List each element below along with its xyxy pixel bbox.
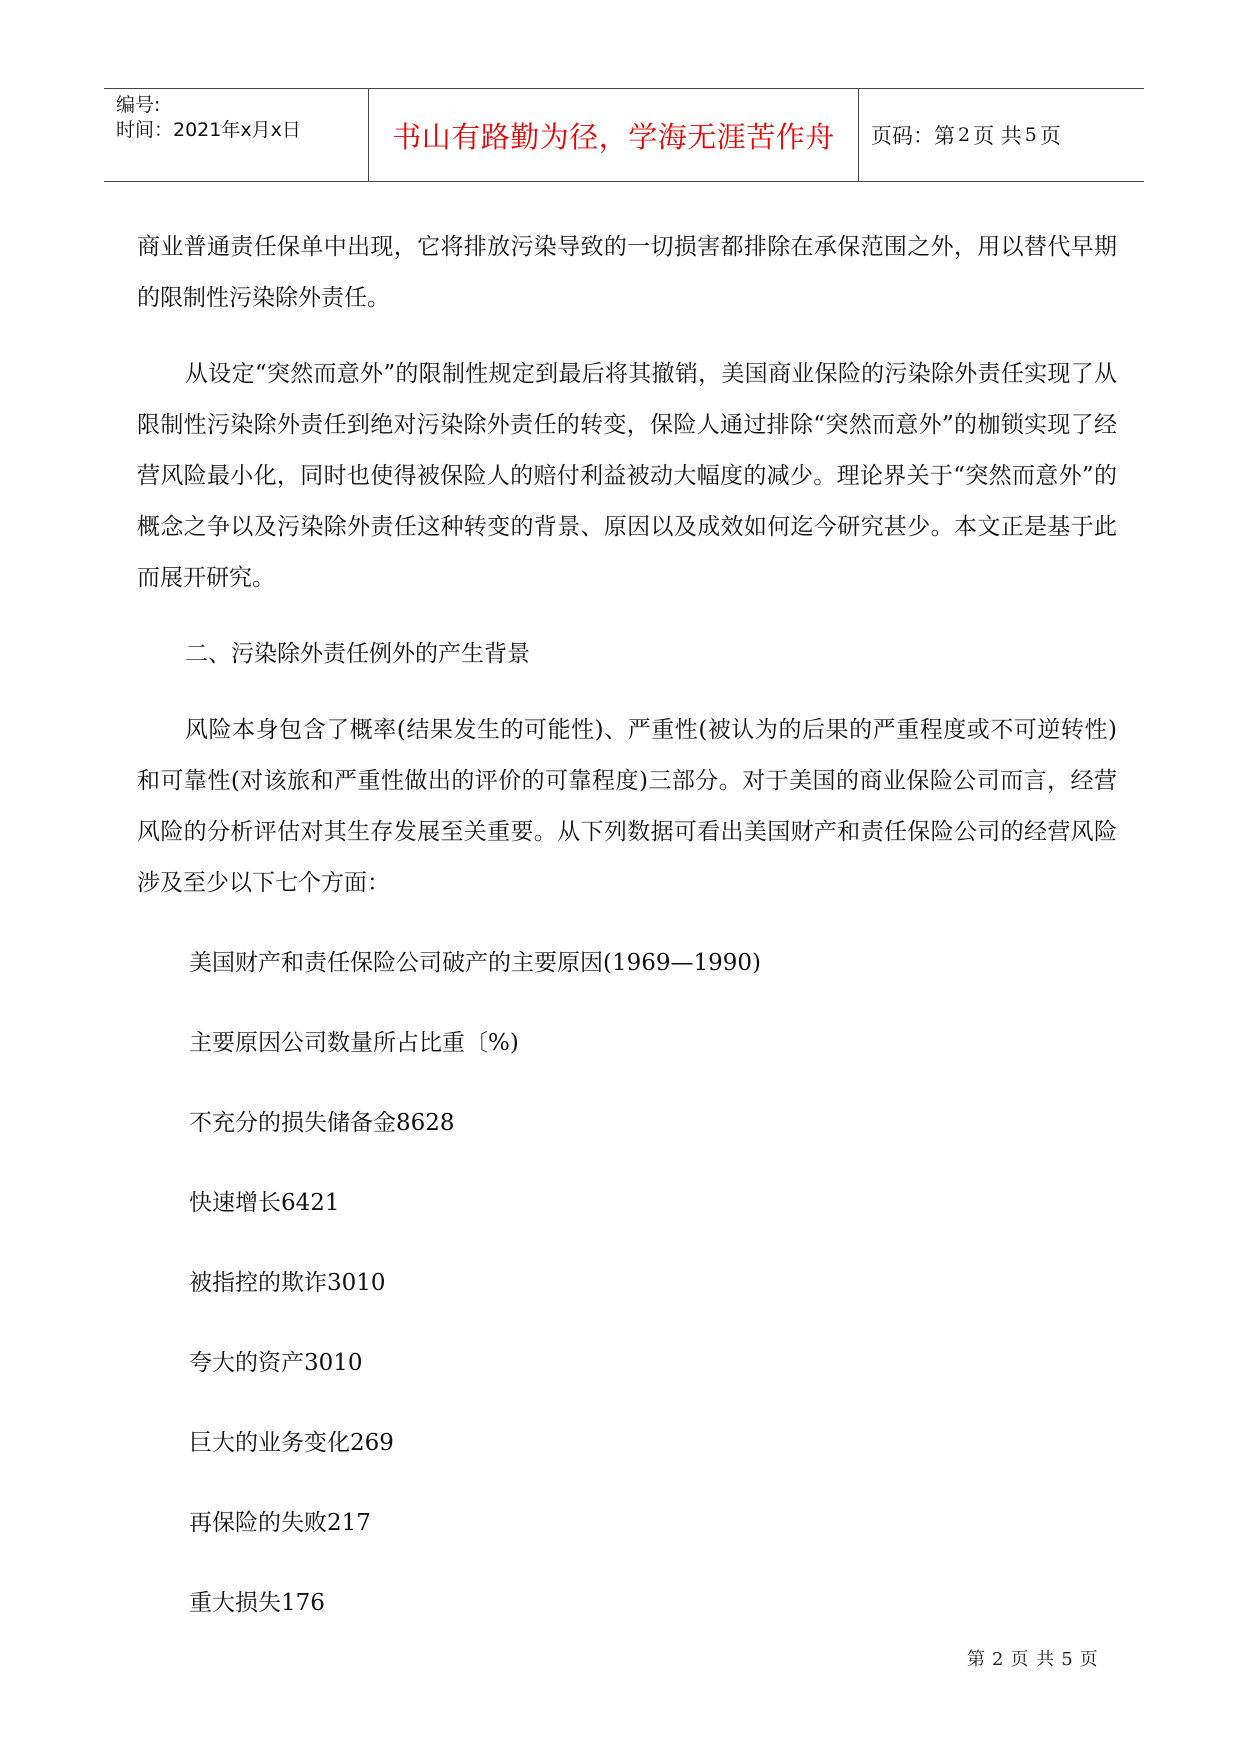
list-item: 快速增长6421 — [189, 1190, 340, 1216]
list-item: 不充分的损失储备金8628 — [189, 1110, 455, 1136]
footer-mid: 页 共 — [1010, 1649, 1056, 1670]
body-paragraph: 商业普通责任保单中出现，它将排放污染导致的一切损害都排除在承保范围之外，用以替代早期的限制性污染除外责任。 — [137, 234, 1117, 311]
body-paragraph: 风险本身包含了概率(结果发生的可能性)、严重性(被认为的后果的严重程度或不可逆转性)和可靠性(对该旅和严重性做出的评价的可靠程度)三部分。对于美国的商业保险公司而言，经营风险的分析评估对其生存发展至关重要。从下列数据可看出美国财产和责任保险公司的经营风险涉及至少以下七个方面： — [137, 717, 1117, 896]
header-motto: 书山有路勤为径，学海无涯苦作舟 — [392, 119, 835, 154]
footer-prefix: 第 — [967, 1649, 986, 1670]
list-item: 再保险的失败217 — [189, 1510, 371, 1536]
document-number-label: 编号: — [116, 94, 161, 116]
header-motto-cell — [369, 89, 859, 181]
list-item: 主要原因公司数量所占比重〔%) — [189, 1030, 519, 1056]
list-item: 重大损失176 — [189, 1590, 325, 1616]
header-meta — [104, 89, 369, 181]
list-item: 巨大的业务变化269 — [189, 1430, 394, 1456]
document-body — [137, 222, 1117, 1658]
page-suffix: 页 — [1039, 124, 1061, 148]
footer-current: 2 — [992, 1649, 1005, 1670]
footer-suffix: 页 — [1079, 1649, 1099, 1670]
page-footer — [964, 1645, 1102, 1671]
page-current: 2 — [958, 124, 971, 146]
list-item: 美国财产和责任保险公司破产的主要原因(1969—1990) — [189, 950, 762, 976]
body-paragraph: 从设定“突然而意外”的限制性规定到最后将其撤销，美国商业保险的污染除外责任实现了从限制性污染除外责任到绝对污染除外责任的转变，保险人通过排除“突然而意外”的枷锁实现了经营风险最小化，同时也使得被保险人的赔付利益被动大幅度的减少。理论界关于“突然而意外”的概念之争以及污染除外责任这种转变的背景、原因以及成效如何迄今研究甚少。本文正是基于此而展开研究。 — [137, 361, 1117, 591]
page-mid: 页 共 — [973, 124, 1022, 148]
list-item: 被指控的欺诈3010 — [189, 1270, 386, 1296]
footer-total: 5 — [1061, 1649, 1074, 1670]
header-page-indicator — [859, 89, 1144, 181]
section-heading: 二、污染除外责任例外的产生背景 — [185, 641, 530, 667]
document-time-label: 时间：2021年x月x日 — [116, 119, 301, 141]
page-prefix: 页码：第 — [871, 124, 955, 148]
list-item: 夸大的资产3010 — [189, 1350, 363, 1376]
page-header — [104, 88, 1144, 182]
page-total: 5 — [1024, 124, 1037, 146]
